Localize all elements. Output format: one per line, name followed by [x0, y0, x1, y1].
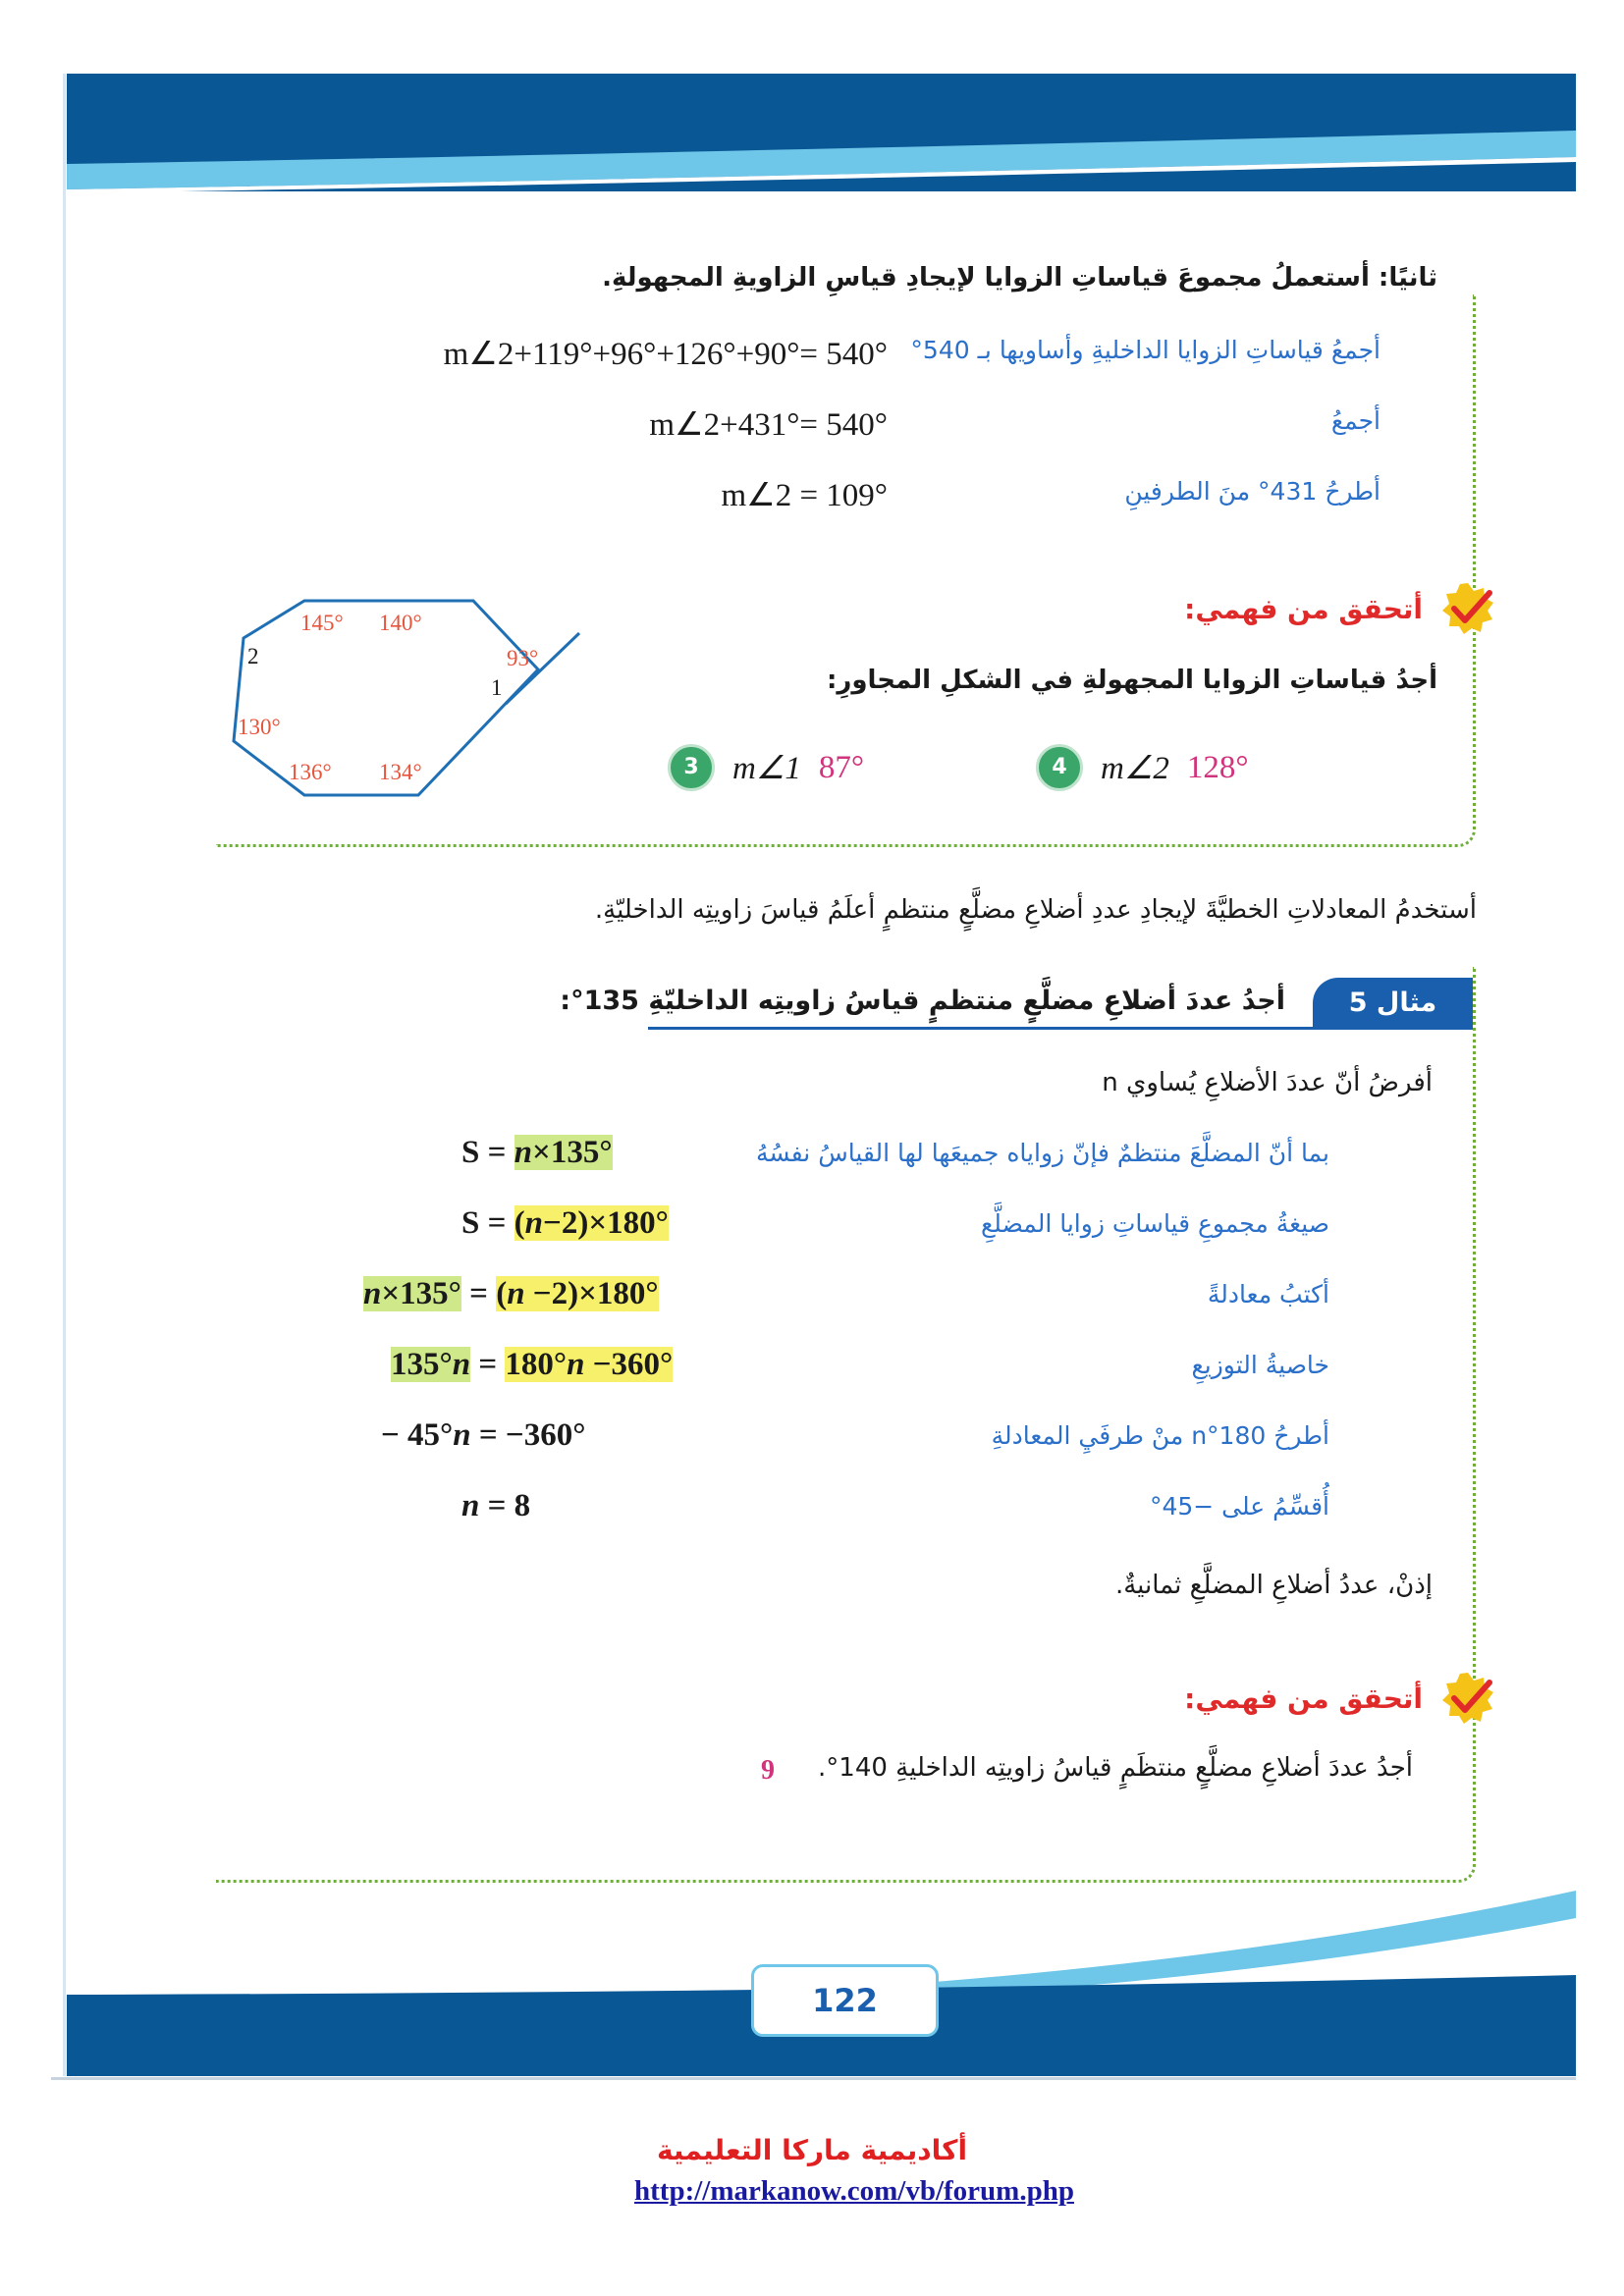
- footer-org: أكاديمية ماركا التعليمية: [656, 2134, 968, 2166]
- angle-label: 93°: [507, 646, 539, 670]
- example-eq-2: S = (n−2)×180°: [461, 1205, 669, 1241]
- page-number: 122: [751, 1964, 939, 2037]
- example-note-5: أطرحُ 180°n منْ طرفَيِ المعادلةِ: [991, 1421, 1329, 1450]
- angle-label: 134°: [379, 760, 422, 784]
- section-note-3: أطرحُ 431° منَ الطرفينِ: [1124, 477, 1380, 506]
- example-eq-6: n = 8: [461, 1488, 531, 1523]
- example-eq-3: n×135° = (n −2)×180°: [363, 1276, 659, 1311]
- section-heading: ثانيًا: أستعملُ مجموعَ قياساتِ الزوايا لإيجادِ قياسِ الزاويةِ المجهولةِ.: [602, 263, 1437, 293]
- check1-answer-3: 87°: [818, 749, 865, 785]
- check-icon: [1438, 1669, 1497, 1728]
- vertex-label-1: 1: [491, 675, 503, 700]
- check1-item-3: [668, 746, 864, 789]
- check1-expr-3: m∠1: [732, 751, 801, 786]
- angle-label: 130°: [238, 715, 281, 739]
- check2-prompt: أجدُ عددَ أضلاعِ مضلَّعٍ منتظَمٍ قياسُ زاويتِه الداخليةِ 140°.: [818, 1753, 1413, 1783]
- example-note-4: خاصيةُ التوزيعِ: [1191, 1351, 1329, 1379]
- check1-title: أتحقق من فهمي:: [1184, 593, 1423, 625]
- number-badge: 4: [1036, 744, 1083, 791]
- example-eq-1: S = n×135°: [461, 1135, 613, 1170]
- footer-bottom-rule: [51, 2077, 1576, 2080]
- angle-label: 140°: [379, 611, 422, 635]
- page-edge-line: [63, 74, 66, 2076]
- section-note-1: أجمعُ قياساتِ الزوايا الداخليةِ وأساويها بـ 540°: [910, 336, 1380, 364]
- example-title: أجدُ عددَ أضلاعِ مضلَّعٍ منتظمٍ قياسُ زاويتِه الداخليّةِ 135°:: [560, 986, 1285, 1016]
- example-badge: مثال 5: [1313, 978, 1473, 1029]
- example-note-2: صيغةُ مجموعِ قياساتِ زوايا المضلَّعِ: [981, 1209, 1329, 1238]
- check1-item-4: [1036, 746, 1249, 789]
- example-note-1: بما أنّ المضلَّعَ منتظمٌ فإنّ زواياه جميعَها لها القياسُ نفسُهُ: [755, 1139, 1329, 1167]
- vertex-label-2: 2: [247, 644, 259, 668]
- header-band: [67, 74, 1576, 191]
- example-note-3: أكتبُ معادلةً: [1207, 1280, 1329, 1308]
- angle-label: 145°: [300, 611, 344, 635]
- footer-link[interactable]: http://markanow.com/vb/forum.php: [634, 2175, 1074, 2207]
- example-eq-4: 135°n = 180°n −360°: [391, 1347, 674, 1382]
- check-icon: [1438, 579, 1497, 638]
- check1-expr-4: m∠2: [1101, 751, 1169, 786]
- check1-prompt: أجدُ قياساتِ الزوايا المجهولةِ في الشكلِ المجاورِ:: [826, 666, 1437, 695]
- example-conclusion: إذنْ، عددُ أضلاعِ المضلَّعِ ثمانيةٌ.: [1114, 1571, 1433, 1600]
- section-eq-1: m∠2+119°+96°+126°+90°= 540°: [443, 337, 888, 372]
- example-eq-5: − 45°n = −360°: [381, 1417, 586, 1453]
- check2-title: أتحقق من فهمي:: [1184, 1682, 1423, 1715]
- check2-answer: 9: [761, 1755, 775, 1786]
- example-note-6: أُقسِّمُ على −45°: [1149, 1492, 1329, 1521]
- check1-answer-4: 128°: [1186, 749, 1249, 785]
- example-assume: أفرضُ أنّ عددَ الأضلاعِ يُساوي n: [1102, 1068, 1433, 1097]
- section-eq-2: m∠2+431°= 540°: [649, 407, 888, 443]
- section-note-2: أجمعُ: [1330, 406, 1380, 435]
- section-eq-3: m∠2 = 109°: [721, 478, 888, 513]
- angle-label: 136°: [289, 760, 332, 784]
- intro-text: أستخدمُ المعادلاتِ الخطيَّةَ لإيجادِ عددِ أضلاعِ مضلَّعٍ منتظمٍ أعلَمُ قياسَ زاويتِه الداخليّةِ.: [594, 895, 1477, 925]
- number-badge: 3: [668, 744, 715, 791]
- polygon-figure: [226, 589, 589, 805]
